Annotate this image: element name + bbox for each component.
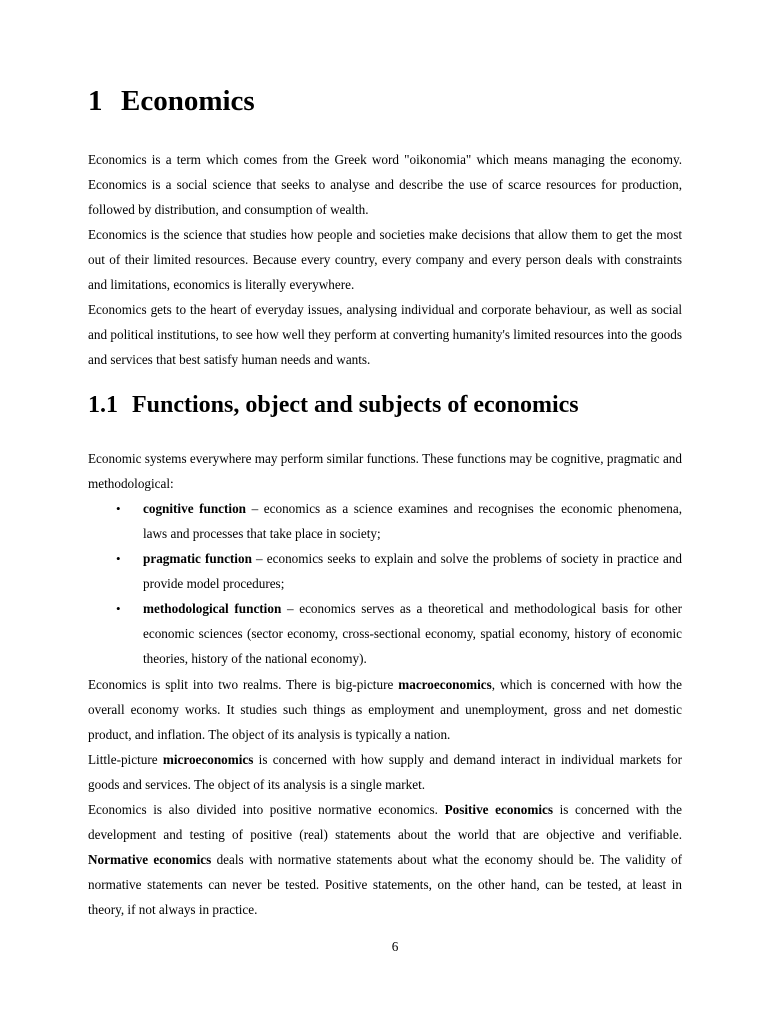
intro-section bbox=[88, 147, 682, 372]
list-item bbox=[116, 496, 682, 546]
function-description: – economics serves as a theoretical and methodological basis for other economic sciences (sector economy, cross-sectional economy, spatial economy, history of economic theories, history of the national economy). bbox=[143, 601, 682, 666]
text-run: deals with normative statements about what the economy should be. The validity of normative statements can never be tested. Positive statements, on the other hand, can be tested, at least in theory, if not always in practice. bbox=[88, 852, 682, 917]
realms-section bbox=[88, 672, 682, 922]
text-run: is concerned with how supply and demand interact in individual markets for goods and services. The object of its analysis is a single market. bbox=[88, 752, 682, 792]
realms-paragraph bbox=[88, 747, 682, 797]
bullet-icon: • bbox=[116, 551, 121, 566]
list-item bbox=[116, 546, 682, 596]
chapter-title: Economics bbox=[121, 85, 255, 117]
section-title: Functions, object and subjects of economics bbox=[132, 392, 579, 418]
function-term: methodological function bbox=[143, 601, 282, 616]
bullet-icon: • bbox=[116, 501, 121, 516]
text-run: , which is concerned with how the overall economy works. It studies such things as employment and unemployment, gross and net domestic product, and inflation. The object of its analysis is typically a nation. bbox=[88, 677, 682, 742]
text-run: Economics is also divided into positive normative economics. bbox=[88, 802, 445, 817]
function-description: – economics as a science examines and recognises the economic phenomena, laws and processes that take place in society; bbox=[143, 501, 682, 541]
term-positive-economics: Positive economics bbox=[444, 802, 553, 817]
function-description: – economics seeks to explain and solve the problems of society in practice and provide model procedures; bbox=[143, 551, 682, 591]
page-number: 6 bbox=[391, 939, 399, 954]
intro-paragraph: Economics is the science that studies how people and societies make decisions that allow them to get the most out of their limited resources. Because every country, every company and every person deals with constraints and limitations, economics is literally everywhere. bbox=[88, 227, 682, 292]
functions-intro bbox=[88, 446, 682, 496]
function-term: pragmatic function bbox=[143, 551, 252, 566]
text-run: Little-picture bbox=[88, 752, 163, 767]
function-term: cognitive function bbox=[143, 501, 247, 516]
section-number: 1.1 bbox=[88, 392, 118, 418]
list-item bbox=[116, 596, 682, 671]
intro-paragraph: Economics is a term which comes from the Greek word "oikonomia" which means managing the economy. Economics is a social science that seeks to analyse and describe the use of scarce resources for production, followed by distribution, and consumption of wealth. bbox=[88, 152, 682, 217]
term-macroeconomics: macroeconomics bbox=[398, 677, 492, 692]
term-microeconomics: microeconomics bbox=[162, 752, 254, 767]
realms-paragraph bbox=[88, 672, 682, 747]
text-run: is concerned with the development and testing of positive (real) statements about the world that are objective and verifiable. bbox=[88, 802, 682, 842]
text-run: Economics is split into two realms. There is big-picture bbox=[88, 677, 399, 692]
chapter-number: 1 bbox=[88, 85, 103, 117]
section-heading bbox=[88, 389, 579, 421]
bullet-icon: • bbox=[116, 601, 121, 616]
functions-list bbox=[88, 496, 682, 671]
chapter-heading bbox=[88, 82, 255, 120]
realms-paragraph bbox=[88, 797, 682, 922]
functions-list-section bbox=[88, 496, 682, 671]
intro-paragraph: Economics gets to the heart of everyday issues, analysing individual and corporate behaviour, as well as social and political institutions, to see how well they perform at converting humanity's limited resources into the goods and services that best satisfy human needs and wants. bbox=[88, 302, 682, 367]
term-normative-economics: Normative economics bbox=[88, 852, 212, 867]
functions-intro-paragraph: Economic systems everywhere may perform similar functions. These functions may be cognitive, pragmatic and methodological: bbox=[88, 451, 682, 491]
